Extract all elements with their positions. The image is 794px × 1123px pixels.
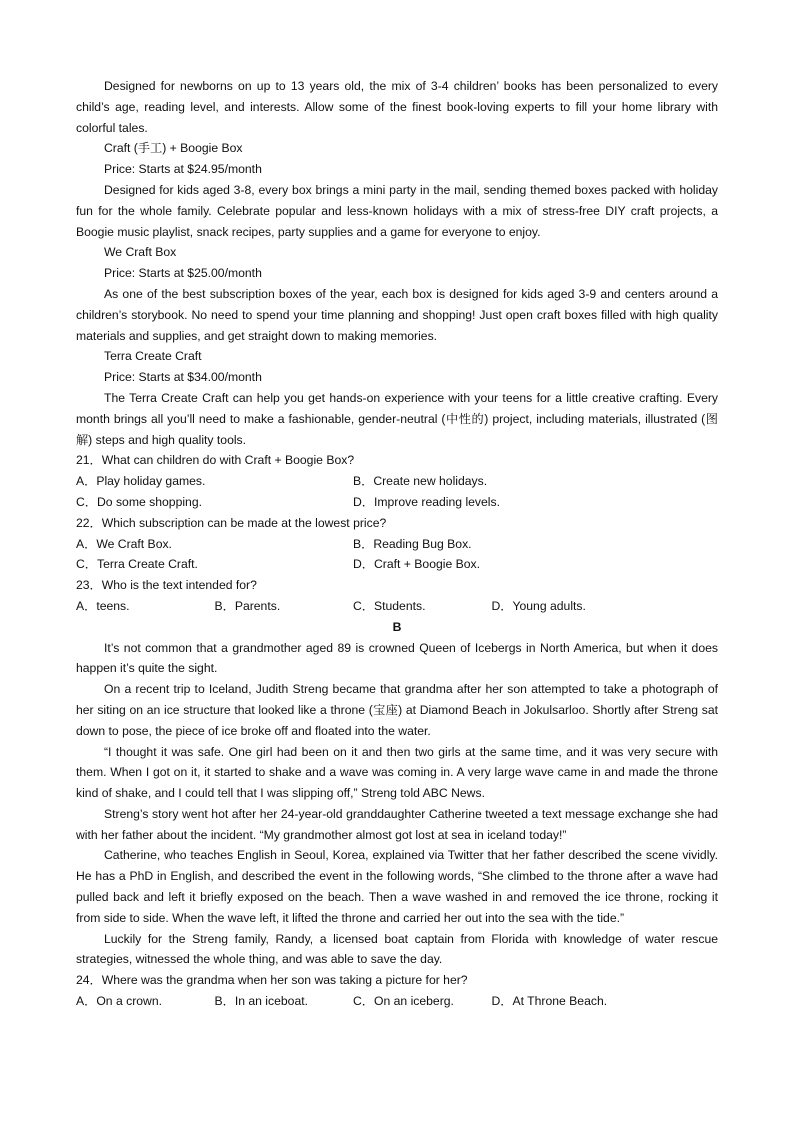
- passage-paragraph: “I thought it was safe. One girl had been on it and then two girls at the same time, and it was very secure with them. When I got on it, it started to shake and a wave was coming in. A very large wave came in and made the throne kind of shake, and I could tell that I was slipping off,” Streng told ABC News.: [76, 744, 718, 801]
- option-a: A．On a crown.: [76, 994, 163, 1009]
- options-row: [76, 471, 718, 492]
- passage-paragraph: Streng’s story went hot after her 24-year-old granddaughter Catherine tweeted a text message exchange she had with her father about the incident. “My grandmother almost got lost at sea in iceland today!”: [76, 806, 718, 842]
- subscription-item: [76, 242, 718, 346]
- intro-paragraph: Designed for newborns on up to 13 years old, the mix of 3-4 children’ books has been personalized to every child’s age, reading level, and interests. Allow some of the finest book-loving experts to fill your home library with colorful tales.: [76, 79, 718, 135]
- options-row: [76, 596, 718, 617]
- item-title: Terra Create Craft: [104, 349, 202, 364]
- option-a: A．We Craft Box.: [76, 536, 172, 551]
- options-row: [76, 534, 718, 555]
- option-c: C．On an iceberg.: [353, 994, 454, 1009]
- item-price: Price: Starts at $34.00/month: [104, 370, 262, 385]
- item-description: The Terra Create Craft can help you get hands-on experience with your teens for a little creative crafting. Every month brings all you’ll need to make a fashionable, gender-neutral (中性的) project, including materials, illustrated (图解) steps and high quality tools.: [76, 390, 718, 447]
- option-d: D．At Throne Beach.: [491, 994, 608, 1009]
- subscription-item: [76, 138, 718, 242]
- exam-page: [76, 76, 718, 1012]
- passage-paragraph: On a recent trip to Iceland, Judith Streng became that grandma after her son attempted to take a photograph of her siting on an ice structure that looked like a throne (宝座) at Diamond Beach in Jokulsarloo. Shortly after Streng sat down to pose, the piece of ice broke off and floated into the water.: [76, 682, 718, 738]
- item-title: Craft (手工) + Boogie Box: [104, 141, 243, 156]
- option-c: C．Terra Create Craft.: [76, 557, 198, 572]
- question-stem: 23．Who is the text intended for?: [76, 578, 257, 593]
- option-a: A．Play holiday games.: [76, 474, 206, 489]
- option-b: B．Create new holidays.: [353, 474, 488, 489]
- option-d: D．Craft + Boogie Box.: [353, 557, 481, 572]
- option-d: D．Young adults.: [491, 598, 586, 613]
- option-b: B．Reading Bug Box.: [353, 536, 472, 551]
- option-c: C．Students.: [353, 598, 426, 613]
- option-c: C．Do some shopping.: [76, 494, 202, 509]
- passage-paragraph: Luckily for the Streng family, Randy, a licensed boat captain from Florida with knowledge of water rescue strategies, witnessed the whole thing, and was able to save the day.: [76, 931, 718, 967]
- passage-paragraph: It’s not common that a grandmother aged 89 is crowned Queen of Icebergs in North America, but when it does happen it’s quite the sight.: [76, 640, 718, 676]
- item-price: Price: Starts at $25.00/month: [104, 266, 262, 281]
- subscription-item: [76, 346, 718, 450]
- section-heading: B: [392, 619, 402, 634]
- item-description: Designed for kids aged 3-8, every box brings a mini party in the mail, sending themed boxes packed with holiday fun for the whole family. Celebrate popular and less-known holidays with a mix of stress-free DIY craft projects, a Boogie music playlist, snack recipes, party supplies and a game for everyone to enjoy.: [76, 182, 718, 239]
- question-24: [76, 970, 718, 1012]
- option-d: D．Improve reading levels.: [353, 494, 500, 509]
- options-row: [76, 492, 718, 513]
- option-b: B．Parents.: [214, 598, 281, 613]
- option-b: B．In an iceboat.: [214, 994, 308, 1009]
- question-21: [76, 450, 718, 512]
- item-price: Price: Starts at $24.95/month: [104, 162, 262, 177]
- question-23: [76, 575, 718, 617]
- options-row: [76, 554, 718, 575]
- question-stem: 24．Where was the grandma when her son was taking a picture for her?: [76, 973, 468, 988]
- option-a: A．teens.: [76, 598, 130, 613]
- question-stem: 21．What can children do with Craft + Boogie Box?: [76, 453, 355, 468]
- passage-paragraph: Catherine, who teaches English in Seoul, Korea, explained via Twitter that her father described the scene vividly. He has a PhD in English, and described the event in the following words, “She climbed to the throne after a wave had pulled back and left it briefly exposed on the beach. Then a wave washed in and removed the ice throne, rocking it from side to side. When the wave left, it lifted the throne and carried her out into the sea with the tide.”: [76, 848, 718, 925]
- question-stem: 22．Which subscription can be made at the lowest price?: [76, 515, 387, 530]
- item-description: As one of the best subscription boxes of the year, each box is designed for kids aged 3-9 and centers around a children’s storybook. No need to spend your time planning and shopping! Just open craft boxes filled with high quality materials and supplies, and get straight down to making memories.: [76, 286, 718, 343]
- question-22: [76, 513, 718, 575]
- options-row: [76, 991, 718, 1012]
- item-title: We Craft Box: [104, 245, 177, 260]
